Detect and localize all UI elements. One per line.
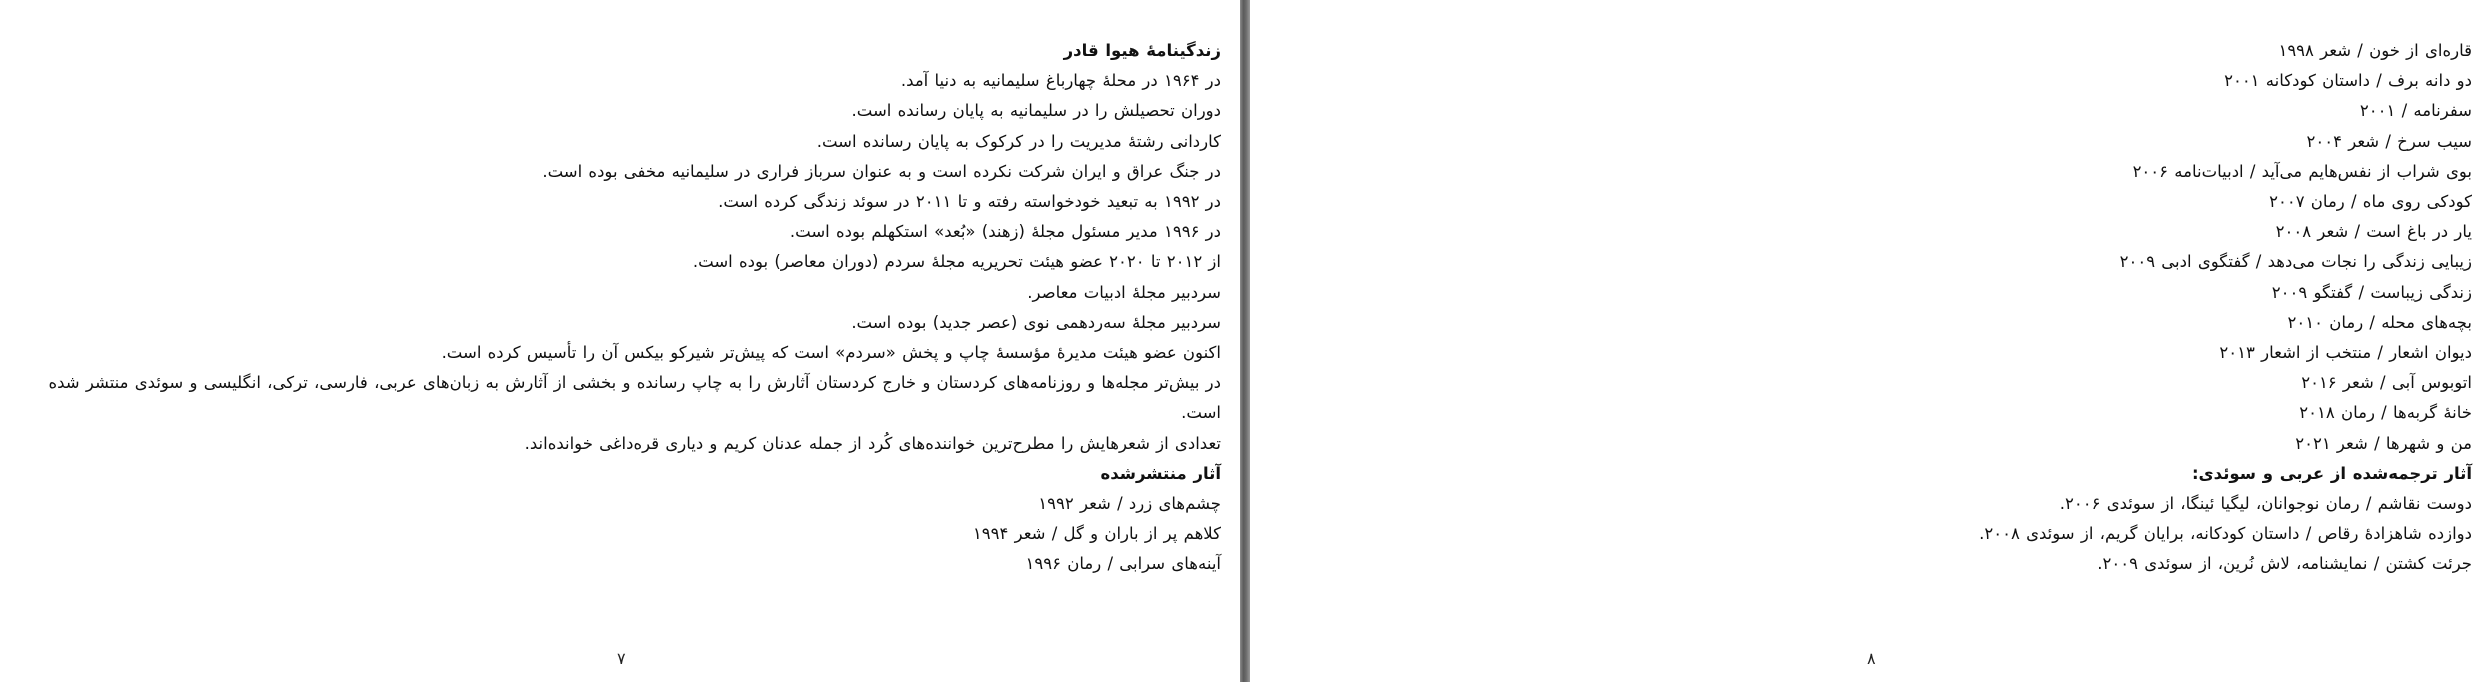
page-gutter [1240,0,1250,682]
translated-item: دوست نقاشم / رمان نوجوانان، لیگیا ئینگا، از سوئدی ۲۰۰۶. [2059,494,2472,514]
bio-line: در ۱۹۹۲ به تبعید خودخواسته رفته و تا ۲۰۱۱ در سوئد زندگی کرده است. [718,192,1221,212]
work-item: یار در باغ است / شعر ۲۰۰۸ [2275,222,2472,242]
bio-line: کاردانی رشتهٔ مدیریت را در کرکوک به پایان رسانده است. [816,131,1221,151]
bio-line: سردبیر مجلهٔ ادبیات معاصر. [1027,282,1221,302]
bio-line: اکنون عضو هیئت مدیرهٔ مؤسسهٔ چاپ و پخش «سردم» است که پیش‌تر شیرکو بیکس آن را تأسیس کرده است. [441,343,1221,363]
work-item: دیوان اشعار / منتخب از اشعار ۲۰۱۳ [2219,343,2472,363]
page-7-text-column [16,36,1221,580]
bio-line: در ۱۹۶۴ در محلهٔ چهارباغ سلیمانیه به دنیا آمد. [900,71,1221,91]
bio-line: در ۱۹۹۶ مدیر مسئول مجلهٔ (زهند) «بُعد» استکهلم بوده است. [789,222,1221,242]
work-item: بوی شراب از نفس‌هایم می‌آید / ادبیات‌نامه ۲۰۰۶ [2132,161,2472,181]
work-item: بچه‌های محله / رمان ۲۰۱۰ [2287,312,2472,332]
work-item: زیبایی زندگی را نجات می‌دهد / گفتگوی ادبی ۲۰۰۹ [2119,252,2472,272]
bio-line: از ۲۰۱۲ تا ۲۰۲۰ عضو هیئت تحریریه مجلهٔ سردم (دوران معاصر) بوده است. [692,252,1221,272]
work-item: کودکی روی ماه / رمان ۲۰۰۷ [2269,192,2472,212]
bio-line: تعدادی از شعرهایش را مطرح‌ترین خواننده‌های کُرد از جمله عدنان کریم و دیاری قره‌داغی خوانده‌اند. [524,433,1221,453]
translated-works-heading: آثار ترجمه‌شده از عربی و سوئدی: [2191,463,2472,483]
work-item: آینه‌های سرابی / رمان ۱۹۹۶ [1025,554,1221,574]
page-number: ۸ [1867,649,1876,668]
published-works-heading: آثار منتشرشده [1100,463,1221,483]
bio-line: در جنگ عراق و ایران شرکت نکرده است و به عنوان سرباز فراری در سلیمانیه مخفی بوده است. [542,161,1221,181]
work-item: کلاهم پر از باران و گل / شعر ۱۹۹۴ [972,524,1221,544]
bio-paragraph: در بیش‌تر مجله‌ها و روزنامه‌های کردستان و خارج کردستان آثارش را به چاپ رسانده و بخشی از آثارش به زبان‌های عربی، فارسی، ترکی، انگلیسی و سوئدی منتشر شده است. [48,373,1221,423]
page-7 [0,0,1240,682]
work-item: دو دانه برف / داستان کودکانه ۲۰۰۱ [2224,71,2472,91]
work-item: خانهٔ گربه‌ها / رمان ۲۰۱۸ [2299,403,2472,423]
work-item: اتوبوس آبی / شعر ۲۰۱۶ [2301,373,2472,393]
work-item: قاره‌ای از خون / شعر ۱۹۹۸ [2278,41,2472,60]
work-item: چشم‌های زرد / شعر ۱۹۹۲ [1038,494,1221,514]
work-item: من و شهرها / شعر ۲۰۲۱ [2295,433,2472,453]
bio-line: دوران تحصیلش را در سلیمانیه به پایان رسانده است. [851,101,1221,121]
page-8-text-column [1267,36,2472,580]
translated-item: جرئت کشتن / نمایشنامه، لاش نُرین، از سوئدی ۲۰۰۹. [2097,554,2472,574]
work-item: سیب سرخ / شعر ۲۰۰۴ [2306,131,2472,151]
translated-item: دوازده شاهزادهٔ رقاص / داستان کودکانه، برایان گریم، از سوئدی ۲۰۰۸. [1979,524,2472,544]
biography-heading: زندگینامهٔ هیوا قادر [1063,41,1221,60]
bio-line: سردبیر مجلهٔ سه‌ردهمی نوی (عصر جدید) بوده است. [851,312,1221,332]
page-8 [1250,0,2487,682]
work-item: زندگی زیباست / گفتگو ۲۰۰۹ [2271,282,2472,302]
page-number: ۷ [617,649,626,668]
work-item: سفرنامه / ۲۰۰۱ [2359,101,2472,121]
